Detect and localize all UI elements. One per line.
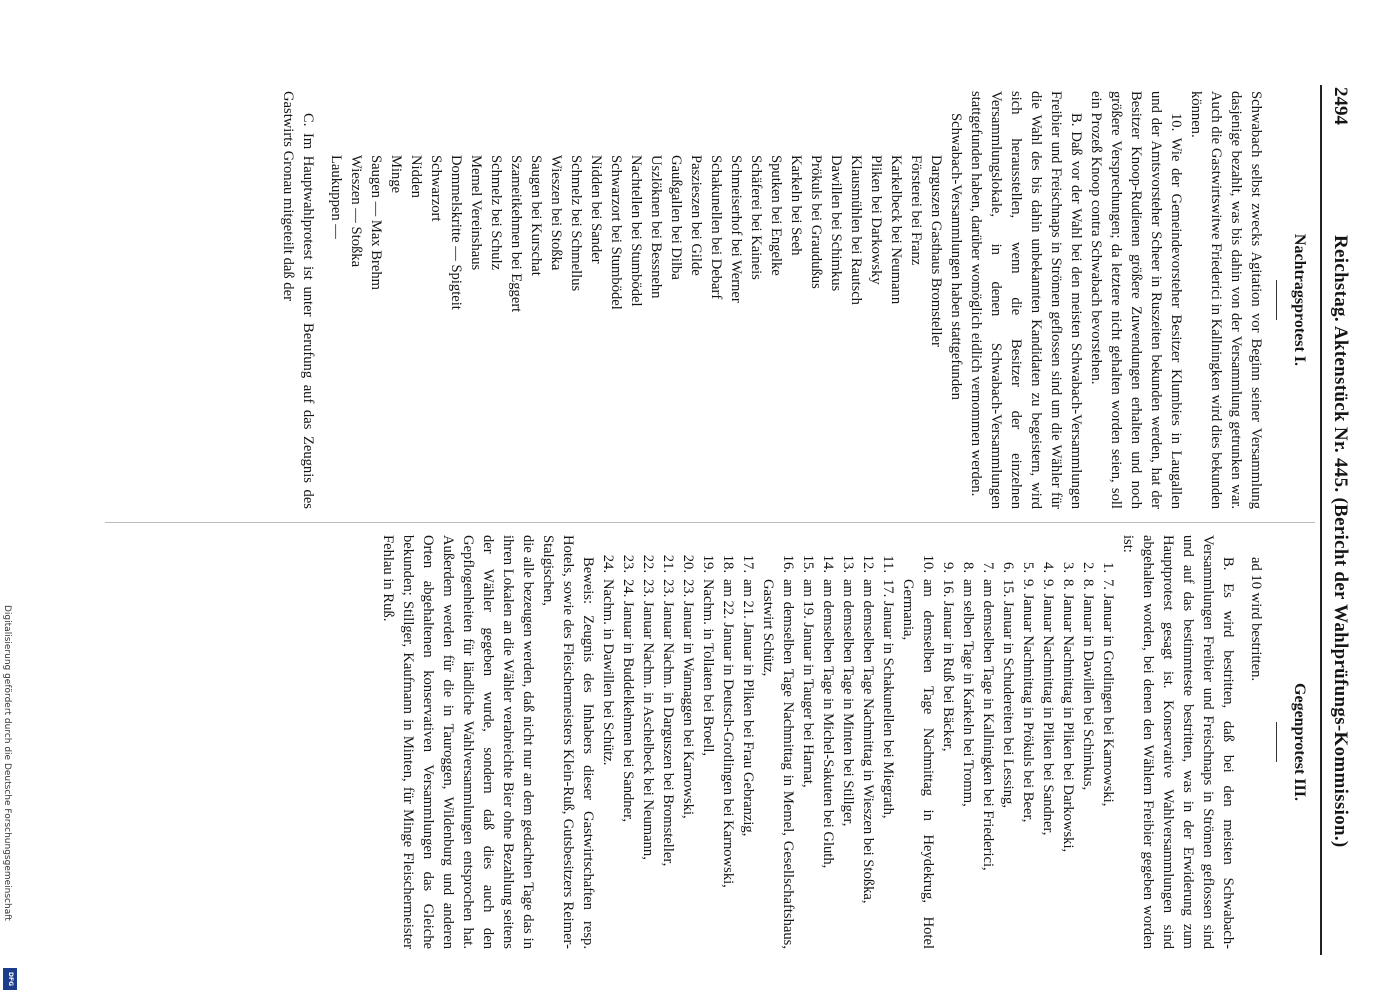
venue-item: Schmeiserhof bei Werner: [728, 155, 744, 303]
entry-text: am demselben Tage in Minten bei Stillger,: [840, 579, 856, 827]
meeting-entry: [898, 535, 938, 949]
paragraph-ad-10: ad 10 wird bestritten.: [1248, 557, 1264, 682]
venue-item: Nidden bei Sander: [588, 155, 604, 264]
meeting-entry: [618, 535, 638, 949]
meeting-entry: [598, 535, 618, 949]
paragraph-item-10: 10. Wie der Gemeindevorsteher Besitzer Klumbies in Laugallen und der Amtsvorsteher Scheer in Ruszeiten bekunden werden, hat der Besitzer Knoop-Rudienen größere Zuwendungen erhalten und noch größere Versprechungen; da letztere nicht gehalten worden seien, soll ein Prozeß Knoop contra Schwabach bevorstehen.: [1088, 91, 1184, 509]
venue-item: Uszlöknen bei Bessnehn: [648, 155, 664, 299]
entry-text: 15. Januar in Schudereiten bei Lessing,: [1000, 579, 1016, 808]
meeting-entry: [878, 535, 898, 949]
paragraph-intro-list: Schwabach-Versammlungen haben stattgefunden: [948, 113, 964, 400]
meeting-entry: [858, 535, 878, 949]
venue-item: Schäferei bei Kaineis: [748, 155, 764, 280]
venue-item: Prökuls bei Graudußus: [808, 155, 824, 289]
entry-text: 8. Januar in Dawillen bei Schimkus,: [1080, 579, 1096, 791]
venue-item: Schwarzort: [428, 155, 444, 222]
entry-number: 17.: [740, 554, 756, 573]
meeting-entry: [758, 535, 798, 949]
meeting-entry: [1038, 535, 1058, 949]
meeting-entry: [638, 535, 658, 949]
venue-item: Schakunellen bei Debarf: [708, 155, 724, 300]
entry-number: 18.: [720, 554, 736, 573]
entry-number: 5.: [1020, 562, 1036, 573]
entry-text: 9. Januar Nachmittag in Pliken bei Sandner,: [1040, 579, 1056, 836]
meeting-entry: [938, 535, 958, 949]
entry-number: 23.: [620, 554, 636, 573]
entry-number: 8.: [960, 562, 976, 573]
venue-item: Gaußgallen bei Dilba: [668, 155, 684, 280]
venue-item: Karkeln bei Seeh: [788, 155, 804, 256]
entry-number: 10.: [920, 554, 936, 573]
funding-note: Digitalisierung gefördert durch die Deutsche Forschungsgemeinschaft: [2, 605, 12, 921]
entry-number: 22.: [640, 554, 656, 573]
entry-text: am selben Tage in Karkeln bei Tromm,: [960, 579, 976, 807]
venue-item: Schmelz bei Schmellus: [568, 155, 584, 292]
entry-text: am 21. Januar in Pliken bei Frau Gebranzig,: [740, 579, 756, 837]
meeting-entry: [978, 535, 998, 949]
entry-number: 1.: [1100, 562, 1116, 573]
meeting-entry: [798, 535, 818, 949]
paragraph-section-c: C. Im Hauptwahlprotest ist unter Berufung auf das Zeugnis des Gastwirts Gronau mitgeteilt daß der: [280, 91, 316, 509]
meeting-entry: [838, 535, 858, 949]
entry-text: 23. Januar Nachm. in Aschelbeck bei Neumann,: [640, 579, 656, 860]
venue-item: Saugen bei Kurschat: [528, 155, 544, 276]
page-number: 2494: [1330, 87, 1351, 125]
dfg-logo: DFG: [3, 968, 17, 990]
meeting-entry: [658, 535, 678, 949]
meeting-entry: [1058, 535, 1078, 949]
entry-text: 23. Januar Nachm. in Darguszen bei Bromsteller,: [660, 579, 676, 867]
section-heading-nachtragsprotest: Nachtragsprotest I.: [1291, 233, 1308, 367]
venue-item: Klausmühlen bei Rautsch: [848, 155, 864, 305]
venue-item: Pliken bei Darkowsky: [868, 155, 884, 285]
page-header: [1319, 85, 1355, 955]
entry-number: 9.: [940, 562, 956, 573]
entry-text: am demselben Tage Nachmittag in Memel, Gesellschaftshaus, Gastwirt Schütz,: [760, 579, 796, 949]
entry-number: 19.: [700, 554, 716, 573]
entry-number: 6.: [1000, 562, 1016, 573]
paragraph-beweis: Beweis: Zeugnis des Inhabers dieser Gastwirtschaften resp. Hotels, sowie des Fleischermeisters Klein-Ruß, Gutsbesitzers Reimer-Stalgischen,: [540, 535, 596, 949]
venue-item: Wieszen — Stoßka: [348, 155, 364, 268]
entry-text: 8. Januar Nachmittag in Pliken bei Darkowski,: [1060, 579, 1076, 853]
paragraph-section-b: B. Es wird bestritten, daß bei den meisten Schwabach-Versammlungen Freibier und Freischnaps in Strömen geflossen sind und auf das bestimmteste bestritten, was in der Erwiderung zum Hauptprotest gesagt ist. Konservative Wahlversammlungen sind abgehalten worden, bei denen den Wählern Freibier gegeben worden ist:: [1120, 535, 1236, 949]
running-title: Reichstag. Aktenstück Nr. 445. (Bericht der Wahlprüfungs-Kommission.): [1330, 235, 1351, 848]
paragraph-section-b: B. Daß vor der Wahl bei den meisten Schwabach-Versammlungen Freibier und Freischnaps in Strömen geflossen sind um die Wähler für die Wahl des bis dahin unbekannten Kandidaten zu begeistern, wird sich herausstellen, wenn die Besitzer der einzelnen Versammlungslokale, in denen Schwabach-Versammlungen stattgefunden haben, darüber womöglich eidlich vernommen werden.: [968, 91, 1084, 509]
entry-number: 16.: [780, 554, 796, 573]
venue-item: Försterei bei Franz: [908, 155, 924, 266]
entry-text: am 22. Januar in Deutsch-Grotlingen bei Karnowski,: [720, 579, 736, 888]
venue-item: Dawillen bei Schimkus: [828, 155, 844, 292]
entry-number: 21.: [660, 554, 676, 573]
meeting-entry: [738, 535, 758, 949]
entry-text: 9. Januar Nachmittag in Prökuls bei Beer,: [1020, 579, 1036, 823]
header-rule: [1320, 85, 1322, 955]
section-heading-gegenprotest: Gegenprotest III.: [1291, 683, 1308, 801]
rotated-page-content: [95, 85, 1355, 955]
meeting-entry: [818, 535, 838, 949]
right-column: [105, 535, 1315, 949]
entry-number: 11.: [880, 555, 896, 573]
meeting-entry: [718, 535, 738, 949]
heading-rule: [1276, 280, 1277, 320]
entry-number: 14.: [820, 554, 836, 573]
entry-text: 7. Januar in Grotlingen bei Karnowski,: [1100, 579, 1116, 807]
entry-text: Nachm. in Dawillen bei Schütz.: [600, 579, 616, 766]
venue-item: Saugen — Max Brehm: [368, 155, 384, 290]
venue-item: Sputken bei Engelke: [768, 155, 784, 276]
venue-item: Memel Vereinshaus: [468, 155, 484, 271]
meeting-entry: [698, 535, 718, 949]
venue-item: Karkelbeck bei Neumann: [888, 155, 904, 305]
meeting-entry: [1078, 535, 1098, 949]
venue-item: Darguszen Gasthaus Bromsteller: [928, 155, 944, 347]
entry-text: am demselben Tage Nachmittag in Heydekrug, Hotel Germania,: [900, 579, 936, 949]
venue-item: Schwarzort bei Stumbödel: [608, 155, 624, 310]
venue-item: Laukuppen —: [328, 155, 344, 239]
meeting-entry: [998, 535, 1018, 949]
column-divider: [105, 522, 1315, 523]
meeting-entry: [958, 535, 978, 949]
meeting-list: [598, 535, 1118, 949]
entry-text: 17. Januar in Schakunellen bei Miegrath,: [880, 579, 896, 819]
entry-number: 13.: [840, 554, 856, 573]
left-column: [105, 91, 1315, 509]
entry-number: 20.: [680, 554, 696, 573]
entry-number: 12.: [860, 554, 876, 573]
meeting-entry: [1018, 535, 1038, 949]
venue-item: Nachtellen bei Stumbödel: [628, 155, 644, 307]
entry-text: am demselben Tage Nachmittag in Wieszen bei Stoßka,: [860, 579, 876, 904]
entry-text: 16. Januar in Ruß bei Bäcker,: [940, 579, 956, 752]
entry-text: Nachm. in Tollaten bei Broell,: [700, 579, 716, 757]
meeting-entry: [678, 535, 698, 949]
meeting-entry: [1098, 535, 1118, 949]
venue-item: Schmelz bei Schulz: [488, 155, 504, 271]
entry-number: 7.: [980, 562, 996, 573]
venue-item: Wieszen bei Stoßka: [548, 155, 564, 271]
entry-number: 24.: [600, 554, 616, 573]
entry-number: 4.: [1040, 562, 1056, 573]
venue-item: Szameitkehmen bei Eggert: [508, 155, 524, 313]
paragraph: Schwabach selbst zwecks Agitation vor Beginn seiner Versammlung dasjenige bezahlt, was bis dahin von der Versammlung getrunken war. Auch die Gastwirtswitwe Friederici in Kallningken wird dies bekunden können.: [1188, 91, 1264, 509]
footer-strip: [0, 0, 20, 1000]
entry-text: am demselben Tage in Michel-Sakuten bei Gluth,: [820, 579, 836, 869]
venue-item: Dommelskritte — Spigteit: [448, 155, 464, 310]
venue-item: Minge: [388, 155, 404, 194]
venue-item: Nidden: [408, 155, 424, 198]
venue-item: Paszieszen bei Gilde: [688, 155, 704, 276]
entry-text: 23. Januar in Wannaggen bei Karnowski,: [680, 579, 696, 819]
entry-text: 24. Januar in Buddelkehmen bei Sandner,: [620, 579, 636, 822]
entry-number: 2.: [1080, 562, 1096, 573]
entry-number: 3.: [1060, 562, 1076, 573]
entry-text: am 19. Januar in Tauger bei Harnat,: [800, 579, 816, 788]
paragraph-conclusion: die alle bezeugen werden, daß nicht nur an dem gedachten Tage das in ihren Lokalen an die Wähler verabreichte Bier ohne Bezahlung seitens der Wähler gegeben wurde, sondern daß dies auch den Gepflogenheiten für ländliche Wahlversammlungen entsprochen hat. Außerdem werden für die in Tauroggen, Wildenburg und anderen Orten abgehaltenen konservativen Versammlungen das Gleiche bekunden; Stillger, Kaufmann in Minten, für Minge Fleischermeister Fehlau in Ruß.: [380, 535, 536, 949]
entry-number: 15.: [800, 554, 816, 573]
heading-rule: [1276, 722, 1277, 762]
venue-list: [326, 91, 946, 509]
entry-text: am demselben Tage in Kallningken bei Friederici,: [980, 579, 996, 871]
